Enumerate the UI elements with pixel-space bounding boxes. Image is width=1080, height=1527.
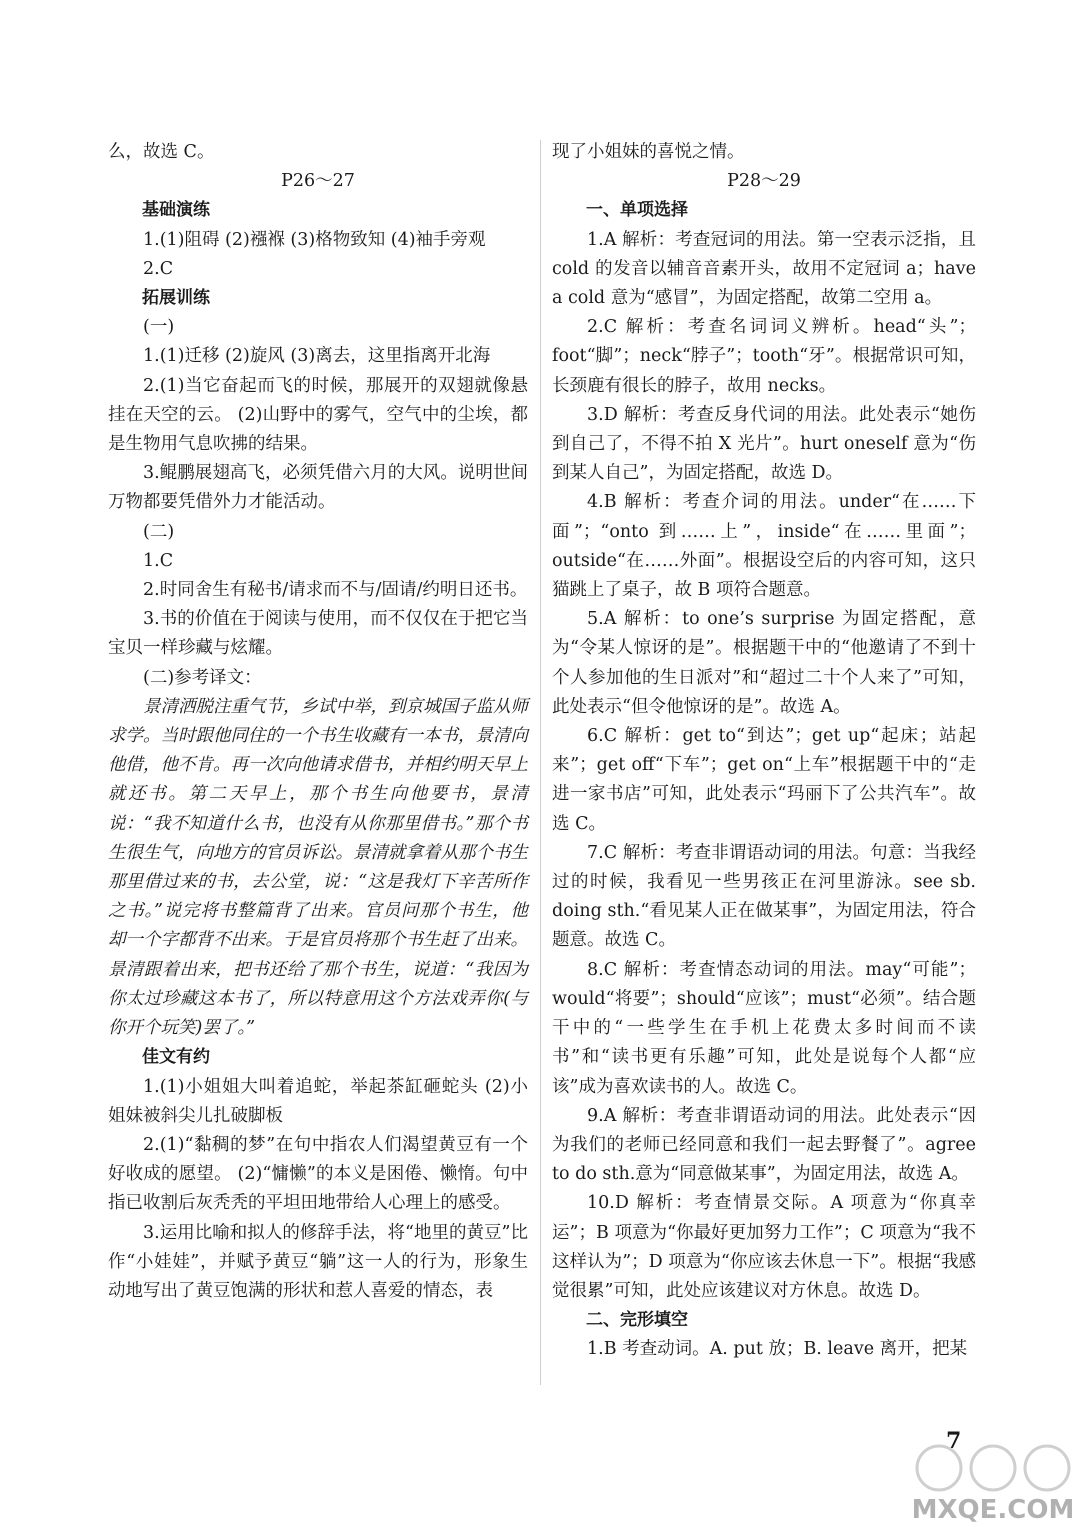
right-paragraph: 1.A 解析：考查冠词的用法。第一空表示泛指，且 cold 的发音以辅音音素开头，故用不定冠词 a；have a cold 意为“感冒”，为固定搭配，故第二空用 a。 — [552, 229, 976, 309]
left-paragraph: 2.C — [143, 258, 174, 279]
right-paragraph: P28～29 — [727, 171, 801, 192]
left-paragraph: 1.(1)小姐姐大叫着追蛇，举起茶缸砸蛇头 (2)小姐妹被斜尖儿扎破脚板 — [108, 1076, 528, 1126]
svg-text:MXQE.COM: MXQE.COM — [911, 1495, 1075, 1525]
right-paragraph: 9.A 解析：考查非谓语动词的用法。此处表示“因为我们的老师已经同意和我们一起去野餐了”。agree to do sth.意为“同意做某事”，为固定用法，故选 A。 — [552, 1105, 976, 1185]
right-paragraph: 2.C 解析：考查名词词义辨析。head“头”；foot“脚”；neck“脖子”；tooth“牙”。根据常识可知，长颈鹿有很长的脖子，故用 necks。 — [552, 317, 976, 396]
left-paragraph: 基础演练 — [142, 200, 210, 221]
left-paragraph: 2.时同舍生有秘书/请求而不与/固请/约明日还书。 — [143, 580, 528, 601]
left-paragraph: 1.(1)阻碍 (2)襁褓 (3)格物致知 (4)袖手旁观 — [143, 229, 486, 250]
left-paragraph: 2.(1)当它奋起而飞的时候，那展开的双翅就像悬挂在天空的云。 (2)山野中的雾气，空气中的尘埃，都是生物用气息吹拂的结果。 — [108, 375, 528, 455]
right-paragraph: 10.D 解析：考查情景交际。A 项意为“你真幸运”；B 项意为“你最好更加努力工作”；C 项意为“我不这样认为”；D 项意为“你应该去休息一下”。根据“我感觉很累”可知，此处应该建议对方休息。故选 D。 — [552, 1193, 976, 1301]
right-paragraph: 二、完形填空 — [586, 1310, 688, 1331]
right-paragraph: 现了小姐妹的喜悦之情。 — [552, 142, 745, 162]
left-paragraph: 么，故选 C。 — [108, 142, 215, 162]
left-paragraph: (二) — [143, 521, 175, 542]
right-paragraph: 1.B 考查动词。A. put 放；B. leave 离开，把某 — [587, 1339, 968, 1360]
column-divider — [540, 140, 541, 1385]
left-paragraph: 1.C — [143, 550, 174, 571]
left-paragraph: (一) — [143, 317, 175, 338]
left-paragraph: 拓展训练 — [142, 288, 210, 309]
left-paragraph: 2.(1)“黏稠的梦”在句中指农人们渴望黄豆有一个好收成的愿望。 (2)“慵懒”的本义是困倦、懒惰。句中指已收割后灰秃秃的平坦田地带给人心理上的感受。 — [108, 1134, 528, 1214]
right-paragraph: 一、单项选择 — [586, 200, 688, 221]
right-column — [552, 138, 976, 1365]
left-paragraph: 佳文有约 — [142, 1047, 210, 1068]
left-paragraph: 1.(1)迁移 (2)旋风 (3)离去，这里指离开北海 — [143, 346, 491, 367]
right-paragraph: 6.C 解析：get to“到达”；get up“起床；站起来”；get off“下车”；get on“上车”根据题干中的“走进一家书店”可知，此处表示“玛丽下了公共汽车”。故选 C。 — [552, 726, 976, 834]
left-paragraph: 3.运用比喻和拟人的修辞手法，将“地里的黄豆”比作“小娃娃”，并赋予黄豆“躺”这一人的行为，形象生动地写出了黄豆饱满的形状和惹人喜爱的情态，表 — [108, 1222, 528, 1301]
left-paragraph: 3.书的价值在于阅读与使用，而不仅仅在于把它当宝贝一样珍藏与炫耀。 — [108, 609, 528, 659]
right-paragraph: 8.C 解析：考查情态动词的用法。may“可能”；would“将要”；should“应该”；must“必须”。结合题干中的“一些学生在手机上花费太多时间而不读书”和“读书更有乐趣”可知，此处是说每个人都“应该”成为喜欢读书的人。故选 C。 — [552, 959, 976, 1097]
left-column — [108, 138, 528, 1306]
right-paragraph: 5.A 解析：to one’s surprise 为固定搭配，意为“令某人惊讶的是”。根据题干中的“他邀请了不到十个人参加他的生日派对”和“超过二十个人来了”可知，此处表示“但令他惊讶的是”。故选 A。 — [552, 609, 976, 717]
watermark-logo — [905, 1436, 1080, 1527]
left-paragraph: (二)参考译文： — [143, 667, 262, 688]
right-paragraph: 4.B 解析：考查介词的用法。under“在……下面”；“onto 到……上”，inside“在……里面”；outside“在……外面”。根据设空后的内容可知，这只猫跳上了桌子，故 B 项符合题意。 — [552, 492, 976, 601]
left-paragraph: P26～27 — [281, 171, 355, 192]
page-number: 7 — [946, 1428, 962, 1454]
left-paragraph: 3.鲲鹏展翅高飞，必须凭借六月的大风。说明世间万物都要凭借外力才能活动。 — [108, 463, 528, 513]
left-paragraph: 景清洒脱注重气节，乡试中举，到京城国子监从师求学。当时跟他同住的一个书生收藏有一本书，景清向他借，他不肯。再一次向他请求借书，并相约明天早上就还书。第二天早上，那个书生向他要书，景清说：“我不知道什么书，也没有从你那里借书。”那个书生很生气，向地方的官员诉讼。景清就拿着从那个书生那里借过来的书，去公堂，说：“这是我灯下辛苦所作之书。”说完将书整篇背了出来。官员问那个书生，他却一个字都背不出来。于是官员将那个书生赶了出来。景清跟着出来，把书还给了那个书生，说道：“我因为你太过珍藏这本书了，所以特意用这个方法戏弄你(与你开个玩笑)罢了。” — [108, 696, 528, 1039]
right-paragraph: 3.D 解析：考查反身代词的用法。此处表示“她伤到自己了，不得不拍 X 光片”。hurt oneself 意为“伤到某人自己”，为固定搭配，故选 D。 — [552, 404, 976, 484]
right-paragraph: 7.C 解析：考查非谓语动词的用法。句意：当我经过的时候，我看见一些男孩正在河里游泳。see sb. doing sth.“看见某人正在做某事”，为固定用法，符合题意。故选 C。 — [552, 842, 976, 951]
